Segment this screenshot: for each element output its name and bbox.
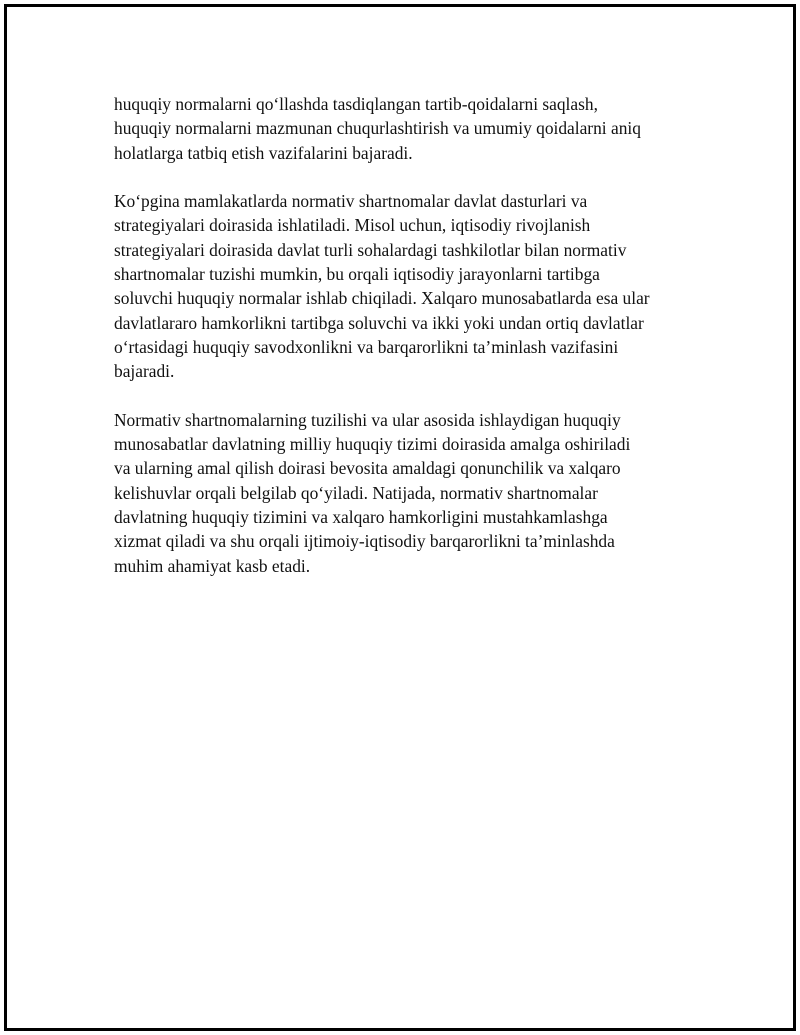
text-line: shartnomalar tuzishi mumkin, bu orqali iqtisodiy jarayonlarni tartibga bbox=[114, 264, 600, 285]
text-line: strategiyalari doirasida ishlatiladi. Misol uchun, iqtisodiy rivojlanish bbox=[114, 215, 591, 236]
text-line: va ularning amal qilish doirasi bevosita amaldagi qonunchilik va xalqaro bbox=[114, 458, 621, 479]
text-line: Normativ shartnomalarning tuzilishi va ular asosida ishlaydigan huquqiy bbox=[114, 409, 621, 430]
text-line: bajaradi. bbox=[114, 361, 175, 382]
text-line: davlatning huquqiy tizimini va xalqaro hamkorligini mustahkamlashga bbox=[114, 507, 608, 528]
paragraph-2 bbox=[114, 189, 704, 383]
text-line: o‘rtasidagi huquqiy savodxonlikni va barqarorlikni ta’minlash vazifasini bbox=[114, 336, 619, 357]
paragraph-1 bbox=[114, 92, 704, 165]
text-line: kelishuvlar orqali belgilab qo‘yiladi. Natijada, normativ shartnomalar bbox=[114, 482, 598, 503]
text-line: muhim ahamiyat kasb etadi. bbox=[114, 555, 311, 576]
text-line: huquqiy normalarni qo‘llashda tasdiqlangan tartib-qoidalarni saqlash, bbox=[114, 94, 598, 114]
paragraph-spacer bbox=[114, 165, 704, 189]
text-line: holatlarga tatbiq etish vazifalarini bajaradi. bbox=[114, 142, 413, 163]
text-line: strategiyalari doirasida davlat turli sohalardagi tashkilotlar bilan normativ bbox=[114, 239, 627, 260]
text-line: huquqiy normalarni mazmunan chuqurlashtirish va umumiy qoidalarni aniq bbox=[114, 118, 641, 139]
paragraph-3 bbox=[114, 408, 704, 578]
paragraph-spacer bbox=[114, 384, 704, 408]
document-body bbox=[114, 92, 704, 578]
text-line: soluvchi huquqiy normalar ishlab chiqiladi. Xalqaro munosabatlarda esa ular bbox=[114, 288, 650, 309]
text-line: davlatlararo hamkorlikni tartibga soluvchi va ikki yoki undan ortiq davlatlar bbox=[114, 312, 644, 333]
text-line: Ko‘pgina mamlakatlarda normativ shartnomalar davlat dasturlari va bbox=[114, 191, 588, 212]
text-line: munosabatlar davlatning milliy huquqiy tizimi doirasida amalga oshiriladi bbox=[114, 434, 631, 455]
text-line: xizmat qiladi va shu orqali ijtimoiy-iqtisodiy barqarorlikni ta’minlashda bbox=[114, 531, 615, 552]
